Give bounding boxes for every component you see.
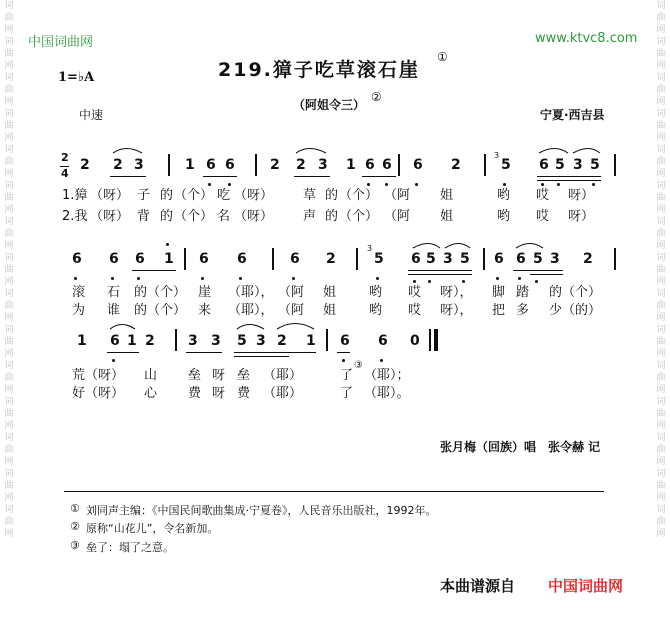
lyric: 踏 [516, 285, 530, 300]
note: 3 [211, 333, 221, 349]
region-label: 宁夏·西吉县 [540, 108, 605, 122]
lyric: （个） [174, 209, 214, 224]
note: 5 [533, 251, 543, 267]
footnote-text: 刘同声主编：《中国民间歌曲集成·宁夏卷》，人民音乐出版社，1992年。 [86, 504, 437, 517]
note: 5 [460, 251, 470, 267]
lyric: 姐 [440, 188, 454, 203]
side-watermark-left: 词曲网词曲网词曲网词曲网词曲网词曲网词曲网词曲网词曲网词曲网词曲网词曲网词曲网词曲网词曲网 [4, 1, 14, 539]
footnote-text: 原称“山花儿”，令名新加。 [86, 522, 219, 535]
note: 1 [164, 251, 174, 267]
lyric: 哎 [536, 209, 550, 224]
footnote-divider [64, 491, 604, 492]
lyric-footnote-mark: ③ [354, 360, 363, 371]
lyric: 的 [325, 188, 339, 203]
note: 6 [539, 157, 549, 173]
lyric: 呀 [212, 386, 226, 401]
tempo-marking: 中速 [79, 108, 104, 122]
lyric: （个） [174, 188, 214, 203]
note: 1 [127, 333, 137, 349]
lyric: （呀） [90, 209, 130, 224]
note: 6 [340, 333, 350, 349]
lyric: 1.獐 [62, 188, 88, 203]
lyric: （阿 [278, 285, 305, 300]
lyric: 姐 [323, 303, 337, 318]
lyric: 的（个） [549, 285, 602, 300]
note: 5 [374, 251, 384, 267]
title-footnote-mark: ① [437, 50, 448, 64]
note: 2 [296, 157, 306, 173]
lyric: 费 [188, 386, 202, 401]
lyric: 少（的） [549, 303, 602, 318]
site-url-right[interactable]: www.ktvc8.com [535, 31, 638, 46]
lyric: （耶）。 [364, 386, 410, 401]
lyric: 哟 [497, 188, 511, 203]
lyric: （个） [339, 209, 379, 224]
note: 2 [270, 157, 280, 173]
note: 6 [494, 251, 504, 267]
performer-credits: 张月梅（回族）唱 张令赫 记 [440, 440, 601, 454]
lyric: 滚 [72, 285, 86, 300]
song-title: 219.獐子吃草滚石崖 [218, 59, 420, 81]
lyric: 背 [137, 209, 151, 224]
key-signature: 1=♭A [58, 70, 95, 85]
note: 6 [516, 251, 526, 267]
side-watermark-right: 词曲网词曲网词曲网词曲网词曲网词曲网词曲网词曲网词曲网词曲网词曲网词曲网词曲网词曲网词曲网 [656, 1, 666, 539]
slur [113, 149, 142, 154]
source-site-link[interactable]: 中国词曲网 [548, 577, 624, 595]
lyric: 费 [237, 386, 251, 401]
note: 3 [256, 333, 266, 349]
note: 2 [451, 157, 461, 173]
footnote-text: 垒了：塌了之意。 [86, 541, 174, 554]
lyric: （个） [339, 188, 379, 203]
note: 2 [326, 251, 336, 267]
lyric: （阿 [278, 303, 305, 318]
note: 6 [72, 251, 82, 267]
lyric: 呀）， [440, 303, 473, 318]
lyric: 2.我 [62, 209, 88, 224]
note: 2 [277, 333, 287, 349]
note: 3 [443, 251, 453, 267]
lyric: （耶） [263, 386, 303, 401]
lyric: （呀） [234, 209, 274, 224]
note: 6 [290, 251, 300, 267]
note: 6 [225, 157, 235, 173]
note: 3 [318, 157, 328, 173]
lyric: 山 [144, 368, 158, 383]
note: 6 [206, 157, 216, 173]
lyric: 哟 [369, 303, 383, 318]
lyric: 了 [340, 386, 354, 401]
site-name-left[interactable]: 中国词曲网 [28, 35, 94, 50]
time-sig-top: 2 [61, 151, 69, 164]
lyric: 哟 [497, 209, 511, 224]
lyric: 为 [72, 303, 86, 318]
lyric: 草 [303, 188, 317, 203]
lyric: 呀）， [440, 285, 473, 300]
grace-note: 3 [494, 151, 500, 160]
note: 0 [410, 333, 420, 349]
note: 6 [237, 251, 247, 267]
lyric: 子 [137, 188, 151, 203]
note: 1 [185, 157, 195, 173]
note: 5 [590, 157, 600, 173]
footnote-mark: ② [70, 520, 80, 533]
note: 2 [145, 333, 155, 349]
note: 6 [382, 157, 392, 173]
lyric: 了 [340, 368, 354, 383]
lyric: （阿 [384, 188, 411, 203]
lyric: 把 [492, 303, 506, 318]
lyric: 的 [160, 188, 174, 203]
note: 6 [109, 251, 119, 267]
lyric: （耶）， [228, 285, 274, 300]
lyric: （耶） [263, 368, 303, 383]
lyric: （耶）， [228, 303, 274, 318]
lyric: 垒 [188, 368, 202, 383]
note: 6 [199, 251, 209, 267]
lyric: 的 [160, 209, 174, 224]
lyric: 哎 [408, 285, 422, 300]
note: 2 [80, 157, 90, 173]
subtitle-footnote-mark: ② [371, 90, 382, 104]
note: 6 [135, 251, 145, 267]
lyric: 呀） [568, 188, 595, 203]
lyric: 呀） [568, 209, 595, 224]
note: 6 [110, 333, 120, 349]
note: 6 [365, 157, 375, 173]
lyric: 哎 [536, 188, 550, 203]
note: 6 [411, 251, 421, 267]
lyric: 多 [516, 303, 530, 318]
footnote-mark: ① [70, 502, 80, 515]
source-prefix: 本曲谱源自 [440, 577, 516, 595]
lyric: 哟 [369, 285, 383, 300]
lyric: 荒（呀） [72, 368, 125, 383]
grace-note: 3 [367, 244, 373, 253]
time-sig-bottom: 4 [61, 167, 69, 180]
note: 3 [550, 251, 560, 267]
note: 1 [346, 157, 356, 173]
footnote-mark: ③ [70, 539, 80, 552]
note: 5 [237, 333, 247, 349]
lyric: 石 [107, 285, 121, 300]
note: 1 [306, 333, 316, 349]
lyric: 来 [198, 303, 212, 318]
note: 5 [555, 157, 565, 173]
lyric: 谁 [107, 303, 121, 318]
lyric: 心 [144, 386, 158, 401]
lyric: 崖 [198, 285, 212, 300]
lyric: 姐 [323, 285, 337, 300]
lyric: （阿 [384, 209, 411, 224]
lyric: 哎 [408, 303, 422, 318]
note: 2 [113, 157, 123, 173]
lyric: 姐 [440, 209, 454, 224]
note: 6 [413, 157, 423, 173]
lyric: 脚 [492, 285, 506, 300]
lyric: （呀） [234, 188, 274, 203]
song-subtitle: （阿姐令三） [293, 98, 366, 112]
lyric: 呀 [212, 368, 226, 383]
note: 3 [188, 333, 198, 349]
lyric: 吃 [217, 188, 231, 203]
note: 6 [378, 333, 388, 349]
lyric: 垒 [237, 368, 251, 383]
lyric: （呀） [90, 188, 130, 203]
note: 3 [134, 157, 144, 173]
note: 2 [583, 251, 593, 267]
note: 3 [573, 157, 583, 173]
lyric: 的 [325, 209, 339, 224]
lyric: 名 [217, 209, 231, 224]
lyric: 的（个） [134, 285, 187, 300]
note: 5 [426, 251, 436, 267]
note: 1 [77, 333, 87, 349]
lyric: 的（个） [134, 303, 187, 318]
lyric: 声 [303, 209, 317, 224]
lyric: 好（呀） [72, 386, 125, 401]
note: 5 [501, 157, 511, 173]
lyric: （耶）； [364, 368, 410, 383]
